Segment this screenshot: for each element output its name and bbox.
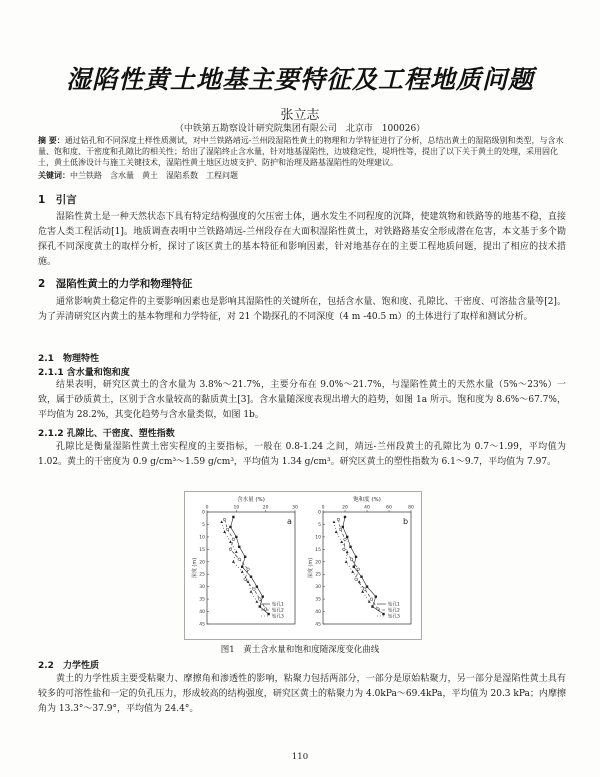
- panel-b-legend-label: 钻孔1: [388, 602, 400, 608]
- section-2-1-1-heading: 2.1.1 含水量和饱和度: [38, 368, 130, 378]
- panel-a-x-tick-label: 20: [262, 505, 269, 511]
- panel-a-data-point: [232, 538, 235, 541]
- panel-a-data-point: [250, 576, 252, 578]
- panel-a-data-point: [244, 578, 247, 581]
- panel-b-data-point: [346, 536, 348, 538]
- panel-b-data-point: [346, 550, 349, 553]
- section-2-paragraph: 通常影响黄土稳定件的主要影响因素也是影响其湿陷性的关键所在，包括含水量、饱和度、孔隙比、干密度、可溶盐含量等[2]。为了弄清研究区内黄土的基本物理和力学特征，对 21 个勘探孔的不同深度（4 m -40.5 m）的土体进行了取样和测试分析。: [38, 297, 566, 322]
- panel-a-panel-label: a: [287, 517, 292, 526]
- panel-b-data-point: [355, 578, 358, 581]
- panel-a-data-point: [267, 613, 269, 615]
- panel-a-legend-label: 钻孔1: [272, 602, 284, 608]
- section-2-2-heading: 2.2 力学性质: [38, 661, 99, 671]
- keywords: [38, 170, 568, 181]
- panel-a-data-point: [226, 528, 229, 531]
- panel-b-y-tick-label: 10: [315, 535, 321, 541]
- panel-b-data-point: [351, 570, 354, 573]
- panel-a-legend-label: 钻孔2: [272, 608, 284, 614]
- panel-a-axis-title: 含水量 (%): [237, 497, 265, 503]
- panel-b-series-line: [338, 520, 378, 610]
- panel-b-data-point: [339, 528, 342, 531]
- panel-b-data-point: [371, 605, 373, 607]
- panel-a-y-tick-label: 20: [199, 560, 205, 566]
- panel-a-data-point: [235, 536, 237, 538]
- panel-b-data-point: [361, 590, 364, 593]
- panel-a-data-point: [241, 570, 244, 573]
- author-name: 张立志: [280, 108, 320, 123]
- panel-a-x-tick-label: 30: [292, 505, 298, 511]
- panel-b-data-point: [349, 546, 351, 548]
- panel-a-data-point: [244, 556, 246, 558]
- section-2-1-1-paragraph: 结果表明，研究区黄土的含水量为 3.8%～21.7%，主要分布在 9.0%～21.7%，与湿陷性黄土的天然水量（5%～23%）一致，属于砂质黄土，区别于含水量较高的黏质黄土[3]。含水量随深度表现出增大的趋势，如图 1a 所示。饱和度为 8.6%～67.7%，平均值为 28.2%，其变化趋势与含水量类似，如图 1b。: [38, 380, 566, 420]
- panel-a-data-point: [259, 598, 262, 601]
- section-1-paragraph: 湿陷性黄土是一种天然状态下具有特定结构强度的欠压密土体，遇水发生不同程度的沉降，使建筑物和铁路等的地基不稳，直接危害人类工程活动[1]。地质调查表明中兰铁路靖远-兰州段存在大面积湿陷性黄土，对铁路路基安全形成潜在危害，本文基于多个勘探孔不同深度黄土的取样分析，探讨了该区黄土的基本特征和影响因素，针对地基存在的主要工程地质问题，提出了相应的技术措施。: [38, 212, 566, 267]
- panel-a-y-tick-label: 45: [199, 622, 205, 628]
- panel-b-y-tick-label: 25: [315, 572, 321, 578]
- section-1-heading: 1 引言: [38, 194, 77, 206]
- panel-b-y-tick-label: 15: [315, 547, 321, 553]
- panel-a-series-line: [225, 520, 266, 610]
- panel-a-y-tick-label: 10: [199, 535, 205, 541]
- section-2-1-2-paragraph: 孔隙比是衡量湿陷性黄土密实程度的主要指标，一般在 0.8-1.24 之间，靖远-兰州段黄土的孔隙比为 0.7～1.99，平均值为 1.02。黄土的干密度为 0.9 g/cm³～1.59 g/cm³，平均值为 1.34 g/cm³。研究区黄土的塑性指数为 6.1～9.7，平均值为 7.97。: [38, 442, 566, 467]
- figure-1-caption: 图1 黄土含水量和饱和度随深度变化曲线: [220, 645, 380, 655]
- panel-b-data-point: [343, 548, 346, 551]
- panel-b-panel-label: b: [403, 517, 409, 526]
- panel-a-y-tick-label: 40: [199, 610, 205, 616]
- panel-a-x-tick-label: 0: [205, 505, 209, 511]
- panel-a-data-point: [241, 566, 243, 568]
- panel-b-data-point: [358, 580, 361, 583]
- panel-a-data-point: [238, 558, 241, 561]
- panel-a-y-tick-label: 15: [199, 547, 205, 553]
- section-2-2-paragraph: 黄土的力学性质主要受粘聚力、摩擦角和渗透性的影响，粘聚力包括两部分，一部分是原始粘聚力，另一部分是湿陷性黄土具有较多的可溶性盐和一定的负孔压力，形成较高的结构强度，研究区黄土的粘聚力为 4.0kPa～69.4kPa，平均值为 20.3 kPa；内摩擦角为 13.3°～37.9°，平均值为 24.4°。: [38, 674, 566, 714]
- panel-b-data-point: [344, 516, 346, 518]
- panel-a-data-point: [255, 600, 258, 603]
- panel-a-data-point: [232, 516, 234, 518]
- panel-b-data-point: [370, 598, 373, 601]
- panel-a-data-point: [256, 585, 258, 587]
- section-2-1-heading: 2.1 物理特性: [38, 354, 99, 364]
- panel-b-data-point: [344, 538, 347, 541]
- panel-a-data-point: [220, 520, 223, 523]
- panel-b-data-point: [360, 576, 362, 578]
- panel-a-data-point: [229, 526, 231, 528]
- affiliation: （中铁第五勘察设计研究院集团有限公司 北京市 100026）: [174, 124, 426, 134]
- panel-b-data-point: [337, 518, 340, 521]
- panel-b-axis-title: 饱和度 (%): [353, 497, 381, 503]
- panel-a-y-tick-label: 0: [202, 510, 205, 516]
- panel-b-y-tick-label: 20: [315, 560, 321, 566]
- panel-a-data-point: [247, 568, 250, 571]
- panel-b-legend-label: 钻孔2: [388, 608, 400, 614]
- panel-a-y-tick-label: 5: [202, 522, 205, 528]
- panel-b-data-point: [333, 520, 336, 523]
- panel-b-x-tick-label: 40: [364, 505, 370, 511]
- panel-a-data-point: [229, 540, 232, 543]
- panel-a-series-line: [231, 517, 269, 614]
- abstract-text: 通过钻孔和不同深度土样性质测试，对中兰铁路靖远-兰州段湿陷性黄土的物理和力学特征进行了分析，总结出黄土的湿陷级别和类型，与含水量、饱和度、干密度和孔隙比的相关性；给出了湿陷终止含水量，针对地基湿陷性，边坡稳定性，堤坍性等，提出了以下关于黄土的处理，采用固化土，黄土低渗设计与施工关键技术，湿陷性黄土地区边坡支护、防护和治理及路基湿陷性的处理建议。: [38, 136, 564, 167]
- panel-b-x-tick-label: 80: [408, 505, 414, 511]
- panel-b-y-tick-label: 0: [318, 510, 321, 516]
- panel-a-data-point: [250, 590, 253, 593]
- panel-a-data-point: [262, 595, 264, 597]
- panel-a-x-tick-label: 10: [233, 505, 240, 511]
- panel-b-legend-label: 钻孔3: [388, 614, 400, 620]
- panel-b-data-point: [350, 558, 353, 561]
- panel-b-data-point: [355, 556, 357, 558]
- section-2-heading: 2 湿陷性黄土的力学和物理特征: [38, 278, 193, 290]
- panel-a-data-point: [259, 605, 261, 607]
- panel-a-y-tick-label: 25: [199, 572, 205, 578]
- panel-b-data-point: [335, 530, 338, 533]
- panel-b-data-point: [382, 613, 384, 615]
- panel-b-x-tick-label: 0: [321, 505, 325, 511]
- panel-b-data-point: [375, 595, 377, 597]
- panel-b-series-line: [343, 517, 384, 614]
- section-2-1-2-heading: 2.1.2 孔隙比、干密度、塑性指数: [38, 429, 175, 439]
- keywords-label: 关键词：: [38, 170, 70, 180]
- panel-a-data-point: [235, 550, 238, 553]
- panel-b-data-point: [357, 568, 360, 571]
- panel-b-x-tick-label: 60: [386, 505, 392, 511]
- abstract-label: 摘 要：: [38, 135, 65, 145]
- page-number: 110: [291, 752, 309, 762]
- panel-a-y-tick-label: 35: [199, 597, 205, 603]
- panel-a-data-point: [253, 588, 256, 591]
- panel-a-y-tick-label: 30: [199, 585, 205, 591]
- panel-b-data-point: [342, 526, 344, 528]
- figure-1-chart: [185, 492, 421, 639]
- panel-b-depth-label: 深度 (m): [308, 557, 314, 579]
- panel-b-data-point: [364, 588, 367, 591]
- panel-a-data-point: [232, 560, 235, 563]
- panel-a-depth-label: 深度 (m): [192, 557, 198, 579]
- keywords-text: 中兰铁路 含水量 黄土 湿陷系数 工程问题: [70, 171, 238, 180]
- abstract: [38, 135, 568, 168]
- figure-1: [184, 491, 422, 640]
- panel-b-y-tick-label: 30: [315, 585, 321, 591]
- paper-title: 湿陷性黄土地基主要特征及工程地质问题: [65, 65, 534, 94]
- panel-a-data-point: [229, 548, 232, 551]
- panel-b-data-point: [366, 585, 368, 587]
- panel-a-data-point: [223, 518, 226, 521]
- panel-b-data-point: [353, 566, 355, 568]
- panel-a-legend-label: 钻孔3: [272, 614, 284, 620]
- panel-b-y-tick-label: 45: [315, 622, 321, 628]
- panel-b-y-tick-label: 35: [315, 597, 321, 603]
- panel-b-x-tick-label: 20: [342, 505, 348, 511]
- panel-a-data-point: [238, 546, 240, 548]
- panel-b-data-point: [345, 560, 348, 563]
- panel-b-data-point: [340, 540, 343, 543]
- panel-a-series-line: [222, 522, 257, 602]
- panel-b-y-tick-label: 40: [315, 610, 321, 616]
- panel-b-y-tick-label: 5: [318, 522, 321, 528]
- panel-a-data-point: [223, 530, 226, 533]
